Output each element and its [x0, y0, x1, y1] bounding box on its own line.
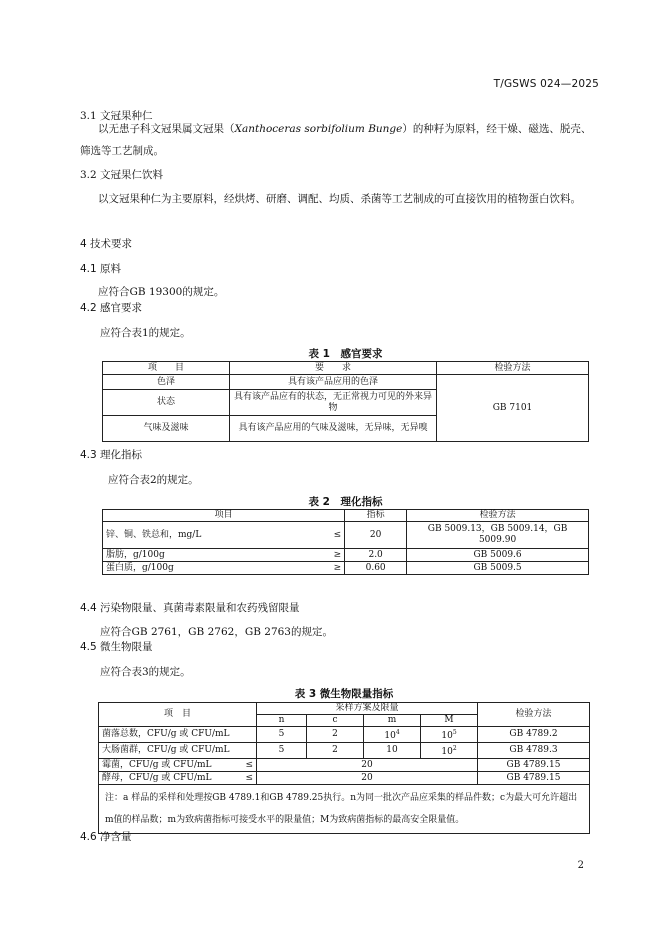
- section-4-1-text: 应符合GB 19300的规定。: [98, 286, 225, 298]
- table-header: 项 目: [99, 703, 257, 727]
- section-4-5-title: 4.5 微生物限量: [80, 641, 153, 653]
- section-3-2-title: 3.2 文冠果仁饮料: [80, 169, 164, 181]
- table-cell: 锌、铜、铁总和，mg/L: [103, 522, 325, 549]
- table-header: 检验方法: [478, 703, 590, 727]
- table-cell: ≤: [324, 522, 345, 549]
- table-2: [102, 509, 589, 575]
- table-cell: 具有该产品应用的色泽: [230, 375, 437, 390]
- table-cell: 20: [257, 759, 478, 772]
- table-cell: 0.60: [345, 562, 407, 575]
- table-cell: 气味及滋味: [103, 416, 230, 442]
- table-header: M: [421, 715, 478, 727]
- table-cell: GB 4789.15: [478, 759, 590, 772]
- table-cell: ≥: [324, 562, 345, 575]
- table-cell: 2: [307, 727, 364, 743]
- table-header: 要 求: [230, 362, 437, 375]
- table-cell: 20: [257, 772, 478, 785]
- table-cell: $10^2$: [421, 743, 478, 759]
- section-4-title: 4 技术要求: [80, 238, 133, 250]
- section-3-1-title: 3.1 文冠果种仁: [80, 110, 153, 122]
- section-4-5-text: 应符合表3的规定。: [100, 666, 191, 678]
- table-cell: 2.0: [345, 549, 407, 562]
- table-1: [102, 361, 589, 442]
- table-cell: 2: [307, 743, 364, 759]
- section-4-1-title: 4.1 原料: [80, 263, 122, 275]
- table-cell: ≤: [236, 759, 257, 772]
- table-cell: 具有该产品应用的气味及滋味，无异味，无异嗅: [230, 416, 437, 442]
- table-header: 检验方法: [407, 510, 589, 522]
- table-cell: 大肠菌群，CFU/g 或 CFU/mL: [99, 743, 257, 759]
- section-4-4-text: 应符合GB 2761，GB 2762，GB 2763的规定。: [100, 626, 333, 638]
- table-cell: $10^4$: [364, 727, 421, 743]
- table-cell: 20: [345, 522, 407, 549]
- table-cell: GB 4789.15: [478, 772, 590, 785]
- table-cell: 10: [364, 743, 421, 759]
- section-4-4-title: 4.4 污染物限量、真菌毒素限量和农药残留限量: [80, 602, 300, 614]
- table-note: 注：a 样品的采样和处理按GB 4789.1和GB 4789.25执行。n为同一批次产品应采集的样品件数；c为最大可允许超出m值的样品数；m为致病菌指标可接受水平的限量值；M为致病菌指标的最高安全限量值。: [99, 785, 590, 834]
- section-4-2-title: 4.2 感官要求: [80, 302, 143, 314]
- section-4-6-title: 4.6 净含量: [80, 831, 132, 843]
- table-cell: 5: [257, 743, 307, 759]
- table-header: n: [257, 715, 307, 727]
- table-cell: ≤: [236, 772, 257, 785]
- table-cell: 5: [257, 727, 307, 743]
- table-header: m: [364, 715, 421, 727]
- table-cell: 菌落总数，CFU/g 或 CFU/mL: [99, 727, 257, 743]
- document-code: T/GSWS 024—2025: [493, 78, 599, 90]
- table-cell: 蛋白质，g/100g: [103, 562, 325, 575]
- table-3-caption: 表 3 微生物限量指标: [294, 688, 394, 700]
- table-cell: GB 4789.2: [478, 727, 590, 743]
- table-header: 采样方案及限量: [257, 703, 478, 715]
- section-4-3-title: 4.3 理化指标: [80, 449, 143, 461]
- section-3-2-text: 以文冠果种仁为主要原料，经烘烤、研磨、调配、均质、杀菌等工艺制成的可直接饮用的植物蛋白饮料。: [98, 193, 581, 205]
- table-header: c: [307, 715, 364, 727]
- table-cell: GB 5009.13，GB 5009.14，GB 5009.90: [407, 522, 589, 549]
- table-1-caption: 表 1 感官要求: [308, 348, 383, 360]
- table-cell: 脂肪，g/100g: [103, 549, 325, 562]
- table-cell: GB 5009.5: [407, 562, 589, 575]
- table-cell: GB 4789.3: [478, 743, 590, 759]
- table-cell: GB 5009.6: [407, 549, 589, 562]
- table-header: 项 目: [103, 362, 230, 375]
- table-cell: $10^5$: [421, 727, 478, 743]
- page-number: 2: [577, 860, 584, 871]
- table-cell: 状态: [103, 390, 230, 416]
- table-cell: ≥: [324, 549, 345, 562]
- table-cell: 霉菌，CFU/g 或 CFU/mL: [99, 759, 237, 772]
- table-header: 项目: [103, 510, 345, 522]
- section-3-1-text: 以无患子科文冠果属文冠果（Xanthoceras sorbifolium Bunge）的种籽为原料，经干燥、磁选、脱壳、筛选等工艺制成。: [80, 123, 592, 157]
- table-cell: 具有该产品应有的状态，无正常视力可见的外来异物: [230, 390, 437, 416]
- table-cell: GB 7101: [437, 375, 589, 442]
- table-cell: 色泽: [103, 375, 230, 390]
- table-3: [98, 702, 590, 834]
- section-4-2-text: 应符合表1的规定。: [100, 327, 191, 339]
- table-cell: 酵母，CFU/g 或 CFU/mL: [99, 772, 237, 785]
- table-header: 指标: [345, 510, 407, 522]
- table-2-caption: 表 2 理化指标: [308, 496, 383, 508]
- section-4-3-text: 应符合表2的规定。: [108, 474, 199, 486]
- table-header: 检验方法: [437, 362, 589, 375]
